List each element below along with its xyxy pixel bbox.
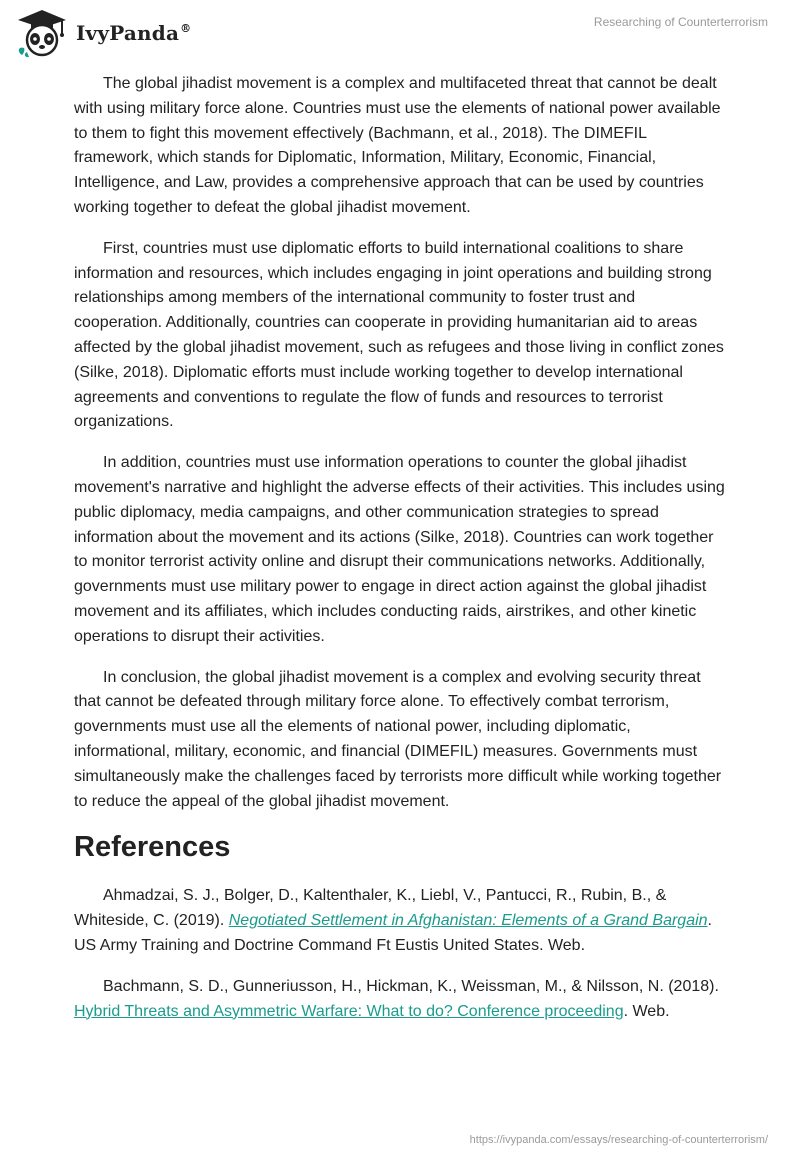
reference-item — [74, 975, 726, 1025]
reference-authors: Bachmann, S. D., Gunneriusson, H., Hickman, K., Weissman, M., & Nilsson, N. (2018). — [103, 977, 719, 995]
body-paragraph: In conclusion, the global jihadist movement is a complex and evolving security threat that cannot be defeated through military force alone. To effectively combat terrorism, governments must use all the elements of national power, including diplomatic, informational, military, economic, and financial (DIMEFIL) measures. Governments must simultaneously make the challenges faced by terrorists more difficult while working together to reduce the appeal of the global jihadist movement. — [74, 668, 722, 810]
ivypanda-logo[interactable] — [14, 8, 191, 58]
reference-source: . US Army Training and Doctrine Command Ft Eustis United States. Web. — [74, 912, 712, 954]
page-header — [0, 0, 800, 70]
body-paragraph: The global jihadist movement is a complex and multifaceted threat that cannot be dealt with using military force alone. Countries must use the elements of national power available to them to fight this movement effectively (Bachmann, et al., 2018). The DIMEFIL framework, which stands for Diplomatic, Information, Military, Economic, Financial, Intelligence, and Law, provides a comprehensive approach that can be used by countries working together to defeat the global jihadist movement. — [74, 75, 721, 216]
essay-content — [74, 72, 726, 1040]
brand-name: IvyPanda® — [76, 21, 192, 45]
document-title: Researching of Counterterrorism — [593, 15, 768, 29]
panda-graduate-icon — [14, 8, 70, 58]
body-paragraph: In addition, countries must use information operations to counter the global jihadist movement's narrative and highlight the adverse effects of their activities. This includes using public diplomacy, media campaigns, and other communication strategies to spread information about the movement and its actions (Silke, 2018). Countries can work together to monitor terrorist activity online and disrupt their communications networks. Additionally, governments must use military power to engage in direct action against the global jihadist movement and its affiliates, which includes conducting raids, airstrikes, and other kinetic operations to disrupt their activities. — [74, 454, 725, 645]
reference-link[interactable]: Negotiated Settlement in Afghanistan: Elements of a Grand Bargain — [228, 912, 708, 930]
reference-link[interactable]: Hybrid Threats and Asymmetric Warfare: What to do? Conference proceeding — [74, 1002, 624, 1020]
source-url[interactable]: https://ivypanda.com/essays/researching-of-counterterrorism/ — [469, 1134, 768, 1146]
reference-authors: Ahmadzai, S. J., Bolger, D., Kaltenthaler, K., Liebl, V., Pantucci, R., Rubin, B., & Whiteside, C. (2019). — [74, 887, 667, 930]
reference-source: . Web. — [623, 1002, 670, 1020]
body-paragraph: First, countries must use diplomatic efforts to build international coalitions to share information and resources, which includes engaging in joint operations and building strong relationships among members of the international community to foster trust and cooperation. Additionally, countries can cooperate in providing humanitarian aid to areas affected by the global jihadist movement, such as refugees and those living in conflict zones (Silke, 2018). Diplomatic efforts must include working together to develop international agreements and conventions to regulate the flow of funds and resources to terrorist organizations. — [74, 239, 724, 431]
reference-item — [74, 884, 726, 958]
references-heading: References — [74, 831, 231, 864]
